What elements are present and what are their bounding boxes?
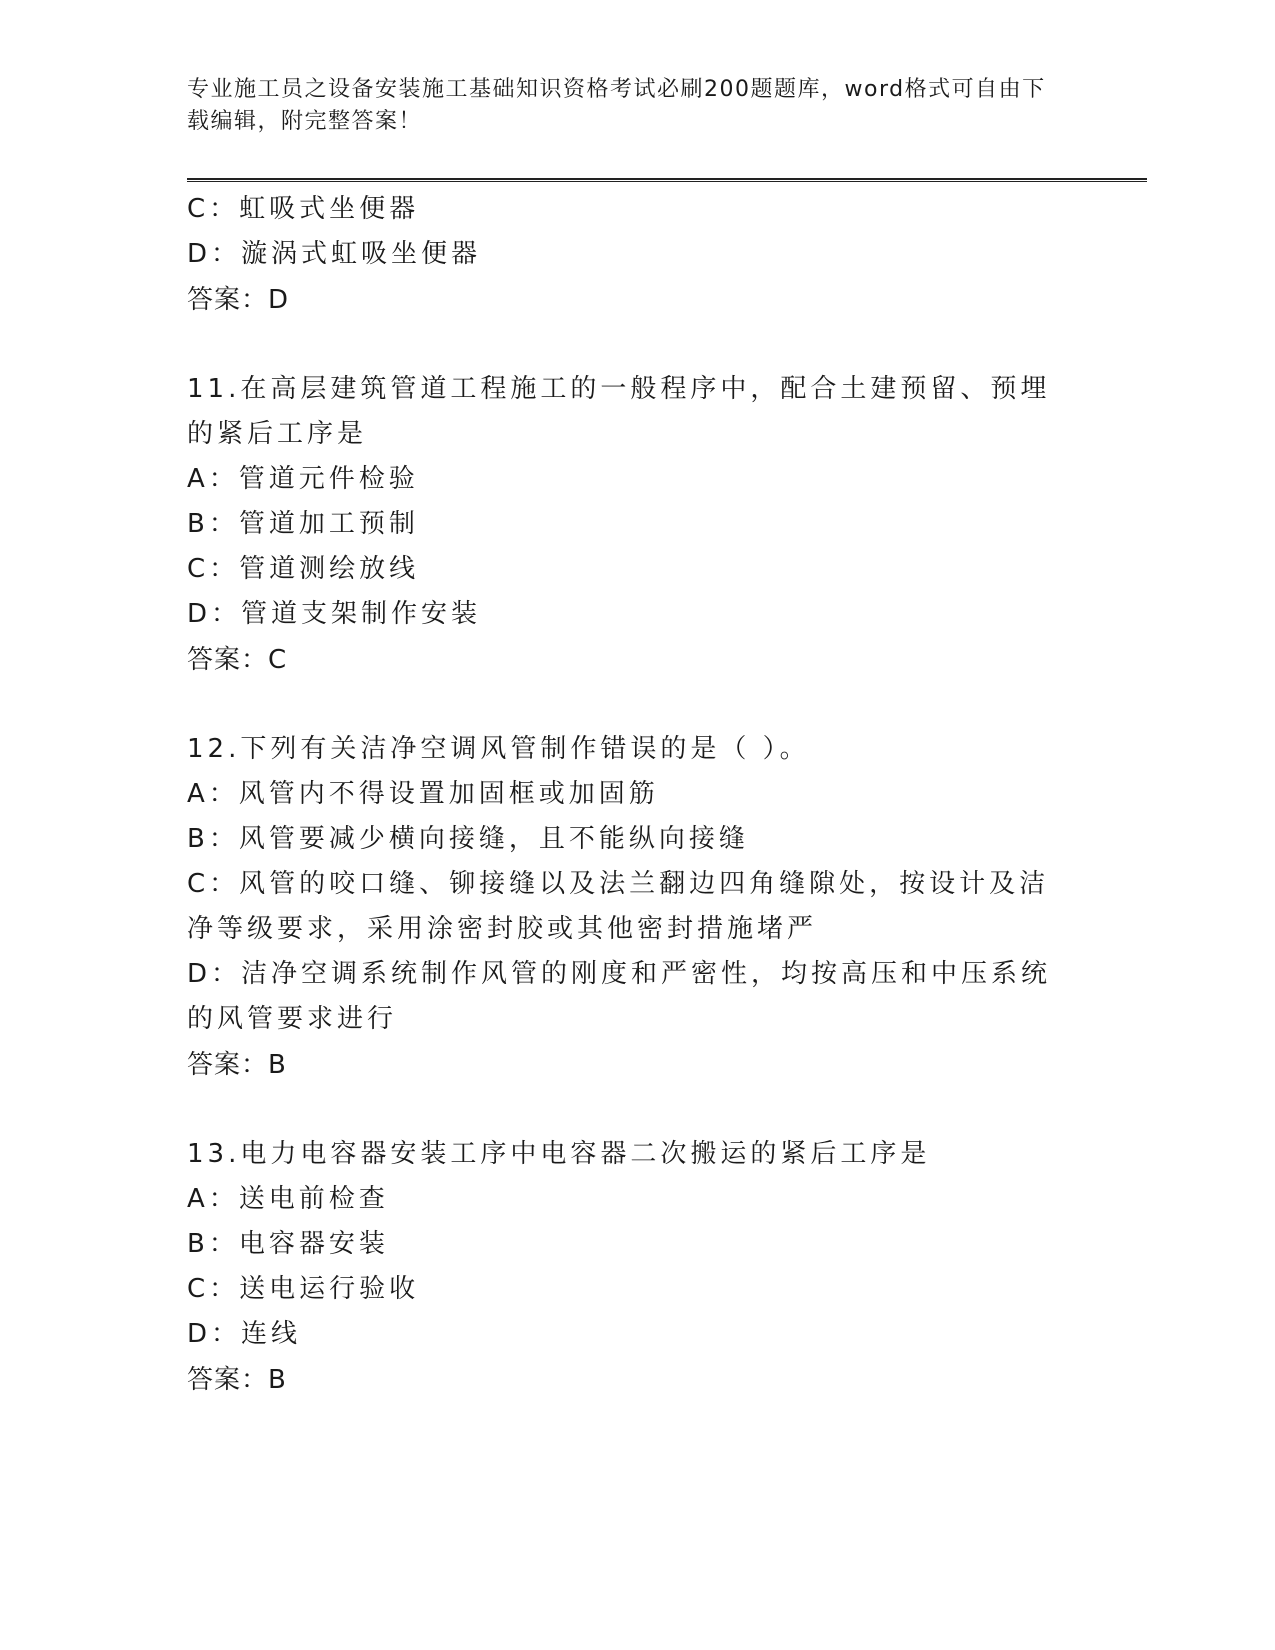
answer: 答案：D [187,285,290,315]
option-d: D：漩涡式虹吸坐便器 [187,239,482,269]
answer: 答案：B [187,1365,287,1395]
question-13 [187,1132,1067,1403]
option-a: A：送电前检查 [187,1184,389,1214]
option-a: A：管道元件检验 [187,464,419,494]
question-12 [187,727,1067,1088]
question-stem: 11.在高层建筑管道工程施工的一般程序中，配合土建预留、预埋的紧后工序是 [187,374,1051,449]
option-c: C：风管的咬口缝、铆接缝以及法兰翻边四角缝隙处，按设计及洁净等级要求，采用涂密封胶或其他密封措施堵严 [187,869,1050,944]
option-b: B：电容器安装 [187,1229,389,1259]
answer: 答案：C [187,645,288,675]
option-c: C：送电运行验收 [187,1274,420,1304]
option-d: D：连线 [187,1319,302,1349]
option-a: A：风管内不得设置加固框或加固筋 [187,779,659,809]
page-header: 专业施工员之设备安装施工基础知识资格考试必刷200题题库，word格式可自由下载编辑，附完整答案！ [187,77,1046,134]
option-c: C：虹吸式坐便器 [187,194,420,224]
question-stem: 13.电力电容器安装工序中电容器二次搬运的紧后工序是 [187,1139,931,1169]
question-stem: 12.下列有关洁净空调风管制作错误的是（ ）。 [187,734,810,764]
document-page [187,0,1147,1650]
option-d: D：洁净空调系统制作风管的刚度和严密性，均按高压和中压系统的风管要求进行 [187,959,1052,1034]
option-c: C：管道测绘放线 [187,554,420,584]
option-d: D：管道支架制作安装 [187,599,482,629]
option-b: B：管道加工预制 [187,509,419,539]
option-b: B：风管要减少横向接缝，且不能纵向接缝 [187,824,749,854]
header-divider [187,178,1147,182]
answer: 答案：B [187,1050,287,1080]
question-11 [187,367,1067,683]
question-10-continued [187,187,1067,323]
question-content [187,187,1067,1403]
